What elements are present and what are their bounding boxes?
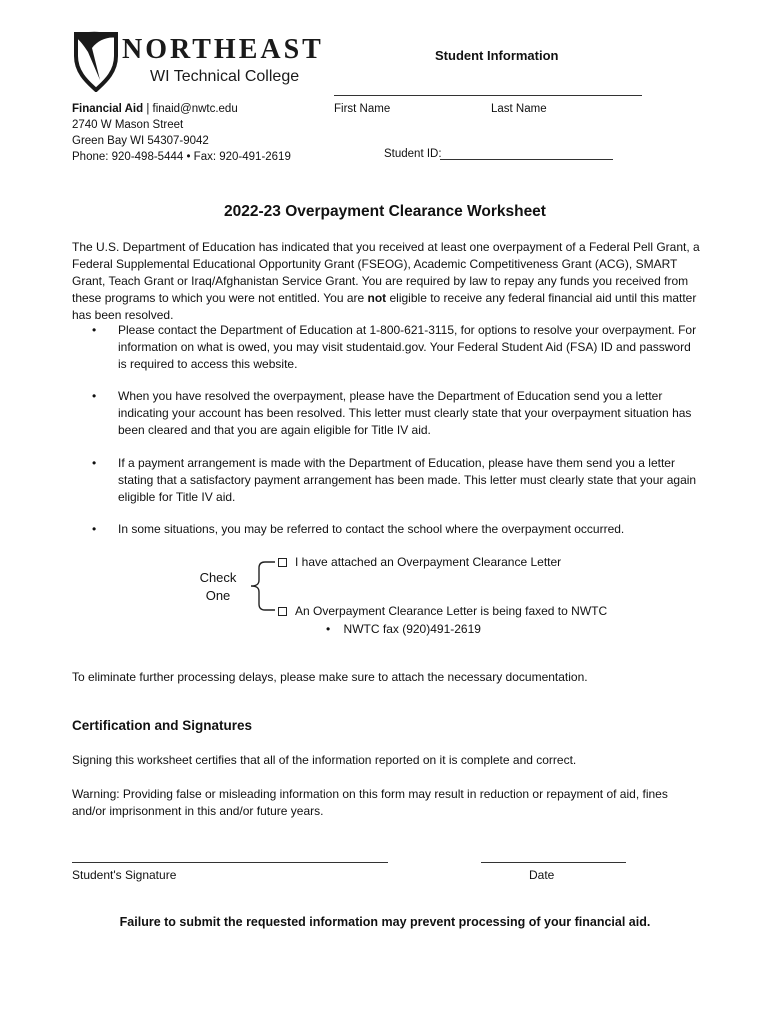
nwtc-logo (72, 30, 322, 92)
bullet-4 (88, 521, 700, 538)
bullet-dot: • (92, 456, 97, 470)
email-link[interactable]: finaid@nwtc.edu (152, 103, 238, 115)
eliminate-text: To eliminate further processing delays, please make sure to attach the necessary documentation. (72, 670, 588, 684)
check-label-line2: One (205, 588, 231, 603)
bullet-dot: • (92, 389, 97, 403)
student-info-title: Student Information (435, 48, 559, 63)
bullet-text: When you have resolved the overpayment, please have the Department of Education send you a letter indicating your account has been resolved. This letter must clearly state that your overpayment situation has been cleared and that you are again eligible for Title IV aid. (118, 389, 692, 437)
option-faxed[interactable] (278, 603, 607, 620)
signature-label: Student's Signature (72, 868, 177, 882)
option-faxed-label: An Overpayment Clearance Letter is being faxed to NWTC (295, 604, 608, 618)
logo-subtitle: WI Technical College (150, 68, 300, 85)
fax-bullet (326, 621, 481, 638)
contact-block (72, 101, 332, 165)
bullet-dot: • (92, 522, 97, 536)
intro-text: The U.S. Department of Education has indicated that you received at least one overpayment of a Federal Pell Grant, a Federal Supplemental Educational Opportunity Grant (FSEOG), Academic Competitiveness Grant (ACG), SMART Grant, Teach Grant or Iraq/Afghanistan Service Grant. You are required by law to repay any funds you received from these programs to which you were not entitled. You are (72, 240, 700, 305)
intro-text-end: eligible to receive any federal financial aid until this matter has been resolved. (72, 291, 697, 322)
intro-bold-not: not (367, 291, 387, 305)
footer-note: Failure to submit the requested information may prevent processing of your financial aid. (119, 915, 651, 929)
brace-icon (245, 558, 277, 614)
bullet-dot: • (92, 323, 97, 337)
checkbox-attached[interactable] (278, 558, 287, 567)
logo-name: NORTHEAST (122, 34, 324, 65)
student-id-label: Student ID: (384, 148, 442, 160)
check-one-label (190, 569, 246, 605)
shield-logo-icon (72, 30, 120, 92)
checkbox-faxed[interactable] (278, 607, 287, 616)
bullet-text: If a payment arrangement is made with the Department of Education, please have them send you a letter stating that a satisfactory payment arrangement has been made. This letter must clearly state that your again eligible for Title IV aid. (118, 456, 697, 504)
name-line[interactable] (334, 95, 642, 96)
certification-heading: Certification and Signatures (72, 718, 253, 733)
intro-paragraph (72, 239, 702, 324)
bullet-text: Please contact the Department of Education at 1-800-621-3115, for options to resolve your overpayment. For information on what is owed, you may visit studentaid.gov. Your Federal Student Aid (FSA) ID and password is required to access this website. (118, 323, 697, 371)
option-attached[interactable] (278, 554, 561, 571)
last-name-label: Last Name (491, 103, 547, 115)
dept-name: Financial Aid (72, 103, 144, 115)
fax-text: NWTC fax (920)491-2619 (343, 622, 481, 636)
phone-line: Phone: 920-498-5444 • Fax: 920-491-2619 (72, 151, 291, 163)
dept-separator: | (143, 103, 153, 115)
check-label-line1: Check (199, 570, 237, 585)
address-line2: Green Bay WI 54307-9042 (72, 135, 209, 147)
bullet-dot: • (326, 622, 331, 636)
first-name-label: First Name (334, 103, 391, 115)
warning-text: Warning: Providing false or misleading information on this form may result in reduction or repayment of aid, fines and/or imprisonment in this and/or future years. (72, 787, 668, 818)
address-line1: 2740 W Mason Street (72, 119, 184, 131)
bullet-2 (88, 388, 700, 439)
date-label: Date (529, 868, 555, 882)
signature-line[interactable] (72, 862, 388, 863)
certification-text: Signing this worksheet certifies that all of the information reported on it is complete and correct. (72, 753, 577, 767)
bullet-text: In some situations, you may be referred to contact the school where the overpayment occurred. (118, 522, 625, 536)
date-line[interactable] (481, 862, 626, 863)
bullet-3 (88, 455, 700, 506)
dept-line (72, 101, 332, 117)
option-attached-label: I have attached an Overpayment Clearance Letter (295, 555, 562, 569)
student-id-line[interactable] (440, 159, 613, 160)
worksheet-title: 2022-23 Overpayment Clearance Worksheet (224, 203, 546, 220)
bullet-1 (88, 322, 700, 373)
